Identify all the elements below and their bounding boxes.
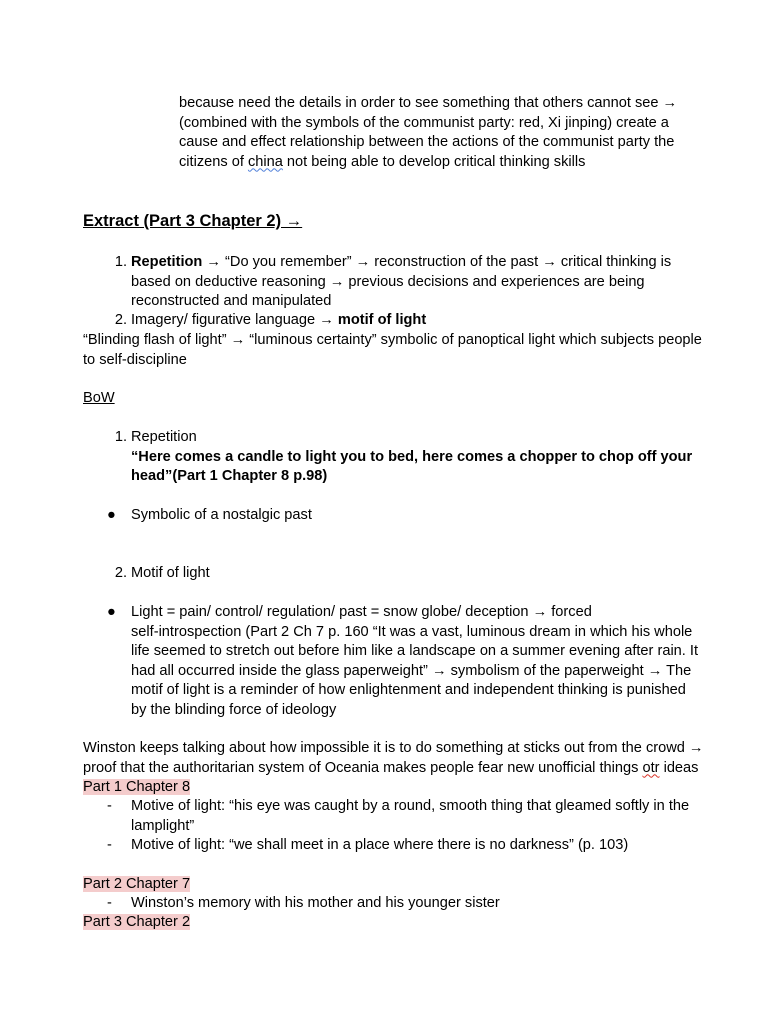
- section-heading-part3-ch2: [83, 913, 190, 933]
- highlighted-section-label: Part 1 Chapter 8: [83, 779, 191, 795]
- dash-marker: -: [107, 798, 112, 814]
- list-item-text: Motif of light: [131, 565, 210, 581]
- bullet-text: Symbolic of a nostalgic past: [131, 507, 312, 523]
- dash-line: lamplight”: [131, 817, 195, 834]
- bold-term: Repetition: [131, 254, 203, 270]
- paragraph-line: “Blinding flash of light” → “luminous certainty” symbolic of panoptical light which subjects people: [83, 332, 702, 348]
- list-item-text: [131, 311, 701, 331]
- bold-quote: head”(Part 1 Chapter 8 p.98): [131, 468, 328, 484]
- list-number: 2.: [114, 312, 127, 328]
- intro-line: (combined with the symbols of the communist party: red, Xi jinping) create a: [179, 114, 669, 131]
- dash-item: [83, 797, 708, 837]
- bullet-line: motif of light is a reminder of how enlightenment and independent thinking is punished: [131, 682, 686, 698]
- section-heading-part2-ch7: [83, 875, 190, 895]
- dash-item: [83, 894, 708, 914]
- bow-heading: BoW: [83, 390, 115, 406]
- list-number: 2.: [114, 565, 127, 581]
- intro-line: because need the details in order to see something that others cannot see →: [179, 95, 678, 111]
- dash-item: [83, 836, 708, 856]
- bullet-line: self-introspection (Part 2 Ch 7 p. 160 “It was a vast, luminous dream in which his whole: [131, 623, 693, 640]
- list-item-text: [131, 428, 701, 487]
- list-text: Repetition: [131, 429, 197, 445]
- paragraph-text: proof that the authoritarian system of Oceania makes people fear new unofficial things: [83, 759, 643, 776]
- paragraph-line: Winston keeps talking about how impossible it is to do something at sticks out from the crowd →: [83, 740, 704, 756]
- bow-bullet-2: [83, 603, 708, 723]
- paragraph-line: [83, 759, 708, 779]
- list-text: based on deductive reasoning → previous decisions and experiences are being: [131, 273, 645, 290]
- bold-term: motif of light: [337, 312, 427, 328]
- bullet-line: life seemed to stretch out before him like a landscape on a summer evening after rain. It: [131, 643, 699, 659]
- intro-line: cause and effect relationship between the actions of the communist party the: [179, 134, 675, 150]
- highlighted-section-label: Part 2 Chapter 7: [83, 876, 191, 892]
- bullet-line: had all occurred inside the glass paperweight” → symbolism of the paperweight → The: [131, 662, 692, 679]
- bow-bullet-1: [83, 506, 708, 526]
- extract-list-item-2: [83, 311, 708, 331]
- list-item-text: [131, 253, 701, 312]
- bow-list-item-2: [83, 564, 708, 584]
- spellcheck-word: china: [247, 153, 283, 170]
- dash-item-text: Winston’s memory with his mother and his younger sister: [131, 895, 500, 911]
- highlighted-section-label: Part 3 Chapter 2: [83, 914, 191, 930]
- intro-text: not being able to develop critical thinking skills: [282, 153, 586, 170]
- bow-list-item-1: [83, 428, 708, 488]
- bullet-text: [131, 603, 701, 720]
- bullet-line: by the blinding force of ideology: [131, 701, 337, 718]
- extract-paragraph: [83, 331, 708, 370]
- extract-heading: Extract (Part 3 Chapter 2) →: [83, 212, 303, 230]
- bullet-icon: ●: [107, 604, 116, 620]
- extract-list-item-1: [83, 253, 708, 313]
- list-number: 1.: [114, 429, 127, 445]
- list-number: 1.: [114, 254, 127, 270]
- list-text: → “Do you remember” → reconstruction of the past → critical thinking is: [202, 254, 672, 270]
- intro-text: citizens of: [179, 153, 248, 170]
- list-text: Imagery/ figurative language →: [131, 312, 338, 328]
- bullet-line: Light = pain/ control/ regulation/ past = snow globe/ deception → forced: [131, 604, 592, 620]
- intro-line: [179, 153, 699, 173]
- list-text: reconstructed and manipulated: [131, 293, 332, 309]
- spellcheck-word: otr: [642, 759, 660, 776]
- winston-paragraph: [83, 739, 708, 778]
- bold-quote: “Here comes a candle to light you to bed, here comes a chopper to chop off your: [131, 448, 693, 465]
- dash-line: Motive of light: “his eye was caught by a round, smooth thing that gleamed softly in the: [131, 798, 690, 814]
- dash-item-text: Motive of light: “we shall meet in a place where there is no darkness” (p. 103): [131, 837, 629, 853]
- paragraph-line: to self-discipline: [83, 351, 187, 368]
- section-heading-part1-ch8: [83, 778, 190, 798]
- intro-paragraph: [179, 94, 699, 172]
- dash-item-text: [131, 797, 701, 836]
- bullet-icon: ●: [107, 507, 116, 523]
- paragraph-text: ideas: [659, 759, 699, 776]
- dash-marker: -: [107, 895, 112, 911]
- dash-marker: -: [107, 837, 112, 853]
